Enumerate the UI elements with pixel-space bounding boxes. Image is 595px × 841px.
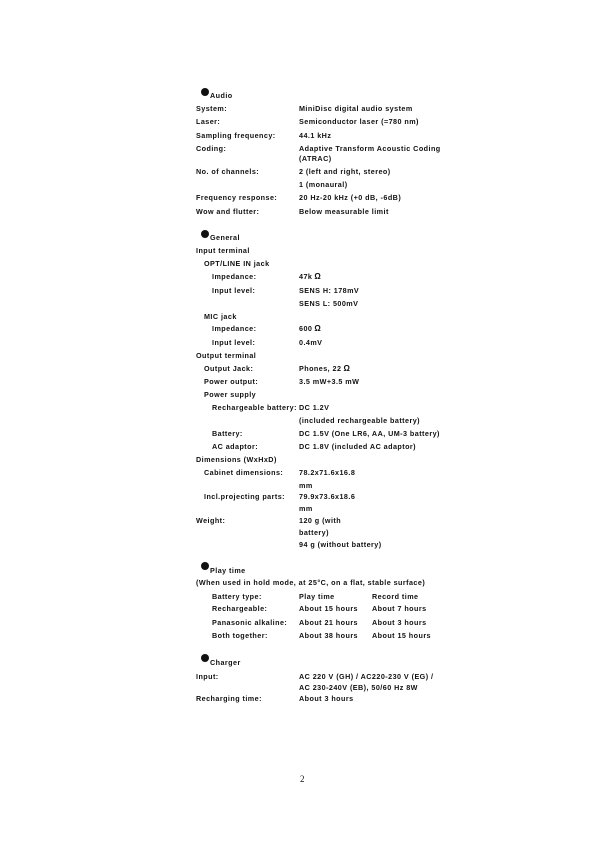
bullet-icon [201,230,209,238]
ohm-icon: Ω [343,364,351,373]
opt-impedance-number: 47k [299,272,313,281]
opt-input-level-value-2: SENS L: 500mV [299,299,359,308]
ohm-icon: Ω [314,324,322,333]
opt-input-level-label: Input level: [212,286,256,295]
play-time-header-type: Battery type: [212,592,262,601]
play-time-header-play: Play time [299,592,335,601]
play-time-header-record: Record time [372,592,419,601]
mic-input-level-value: 0.4mV [299,338,323,347]
play-time-row-play: About 38 hours [299,631,359,640]
projecting-parts-value-2: mm [299,504,313,513]
mic-jack-label: MIC jack [204,312,237,321]
play-time-row-record: About 15 hours [372,631,432,640]
output-jack-value [299,364,350,373]
cabinet-dimensions-value-1: 78.2x71.6x16.8 [299,468,356,477]
section-heading-charger: Charger [210,658,241,667]
audio-value-wow: Below measurable limit [299,207,389,216]
ac-adaptor-label: AC adaptor: [212,442,259,451]
audio-label-channels: No. of channels: [196,167,260,176]
rechargeable-battery-label: Rechargeable battery: [212,403,297,412]
bullet-icon [201,654,209,662]
section-heading-audio: Audio [210,91,233,100]
projecting-parts-label: Incl.projecting parts: [204,492,285,501]
power-output-label: Power output: [204,377,259,386]
audio-value-frequency: 20 Hz-20 kHz (+0 dB, -6dB) [299,193,402,202]
audio-label-system: System: [196,104,228,113]
audio-value-system: MiniDisc digital audio system [299,104,413,113]
audio-label-laser: Laser: [196,117,221,126]
input-terminal-label: Input terminal [196,246,250,255]
output-jack-label: Output Jack: [204,364,254,373]
play-time-note: (When used in hold mode, at 25°C, on a flat, stable surface) [196,578,426,587]
audio-value-sampling: 44.1 kHz [299,131,332,140]
cabinet-dimensions-label: Cabinet dimensions: [204,468,284,477]
mic-impedance-number: 600 [299,324,313,333]
mic-impedance-value [299,324,321,333]
bullet-icon [201,88,209,96]
opt-line-jack-label: OPT/LINE IN jack [204,259,270,268]
recharging-time-value: About 3 hours [299,694,354,703]
mic-impedance-label: Impedance: [212,324,257,333]
cabinet-dimensions-value-2: mm [299,481,313,490]
audio-label-sampling: Sampling frequency: [196,131,276,140]
audio-value-coding-2: (ATRAC) [299,154,332,163]
audio-value-channels: 2 (left and right, stereo) [299,167,391,176]
ac-adaptor-value: DC 1.8V (included AC adaptor) [299,442,417,451]
audio-value-coding: Adaptive Transform Acoustic Coding [299,144,441,153]
output-terminal-label: Output terminal [196,351,257,360]
output-jack-text: Phones, 22 [299,364,342,373]
power-output-value: 3.5 mW+3.5 mW [299,377,360,386]
mic-input-level-label: Input level: [212,338,256,347]
play-time-row-play: About 15 hours [299,604,359,613]
recharging-time-label: Recharging time: [196,694,262,703]
audio-label-frequency: Frequency response: [196,193,278,202]
section-heading-play-time: Play time [210,566,246,575]
play-time-row-play: About 21 hours [299,618,359,627]
opt-impedance-label: Impedance: [212,272,257,281]
rechargeable-battery-value-2: (included rechargeable battery) [299,416,420,425]
battery-value: DC 1.5V (One LR6, AA, UM-3 battery) [299,429,440,438]
charger-input-value-2: AC 230-240V (EB), 50/60 Hz 8W [299,683,418,692]
opt-impedance-value [299,272,321,281]
ohm-icon: Ω [314,272,322,281]
play-time-row-type: Both together: [212,631,268,640]
charger-input-label: Input: [196,672,219,681]
section-heading-general: General [210,233,240,242]
page-number: 2 [300,774,305,784]
weight-label: Weight: [196,516,226,525]
weight-value-2: battery) [299,528,329,537]
audio-label-coding: Coding: [196,144,227,153]
battery-label: Battery: [212,429,243,438]
play-time-row-record: About 3 hours [372,618,427,627]
play-time-row-type: Panasonic alkaline: [212,618,288,627]
bullet-icon [201,562,209,570]
weight-value-3: 94 g (without battery) [299,540,382,549]
opt-input-level-value-1: SENS H: 178mV [299,286,360,295]
charger-input-value-1: AC 220 V (GH) / AC220-230 V (EG) / [299,672,434,681]
audio-label-wow: Wow and flutter: [196,207,260,216]
weight-value-1: 120 g (with [299,516,342,525]
dimensions-label: Dimensions (WxHxD) [196,455,277,464]
audio-value-laser: Semiconductor laser (=780 nm) [299,117,419,126]
projecting-parts-value-1: 79.9x73.6x18.6 [299,492,356,501]
audio-value-channels-2: 1 (monaural) [299,180,348,189]
play-time-row-type: Rechargeable: [212,604,268,613]
rechargeable-battery-value-1: DC 1.2V [299,403,330,412]
power-supply-label: Power supply [204,390,257,399]
play-time-row-record: About 7 hours [372,604,427,613]
